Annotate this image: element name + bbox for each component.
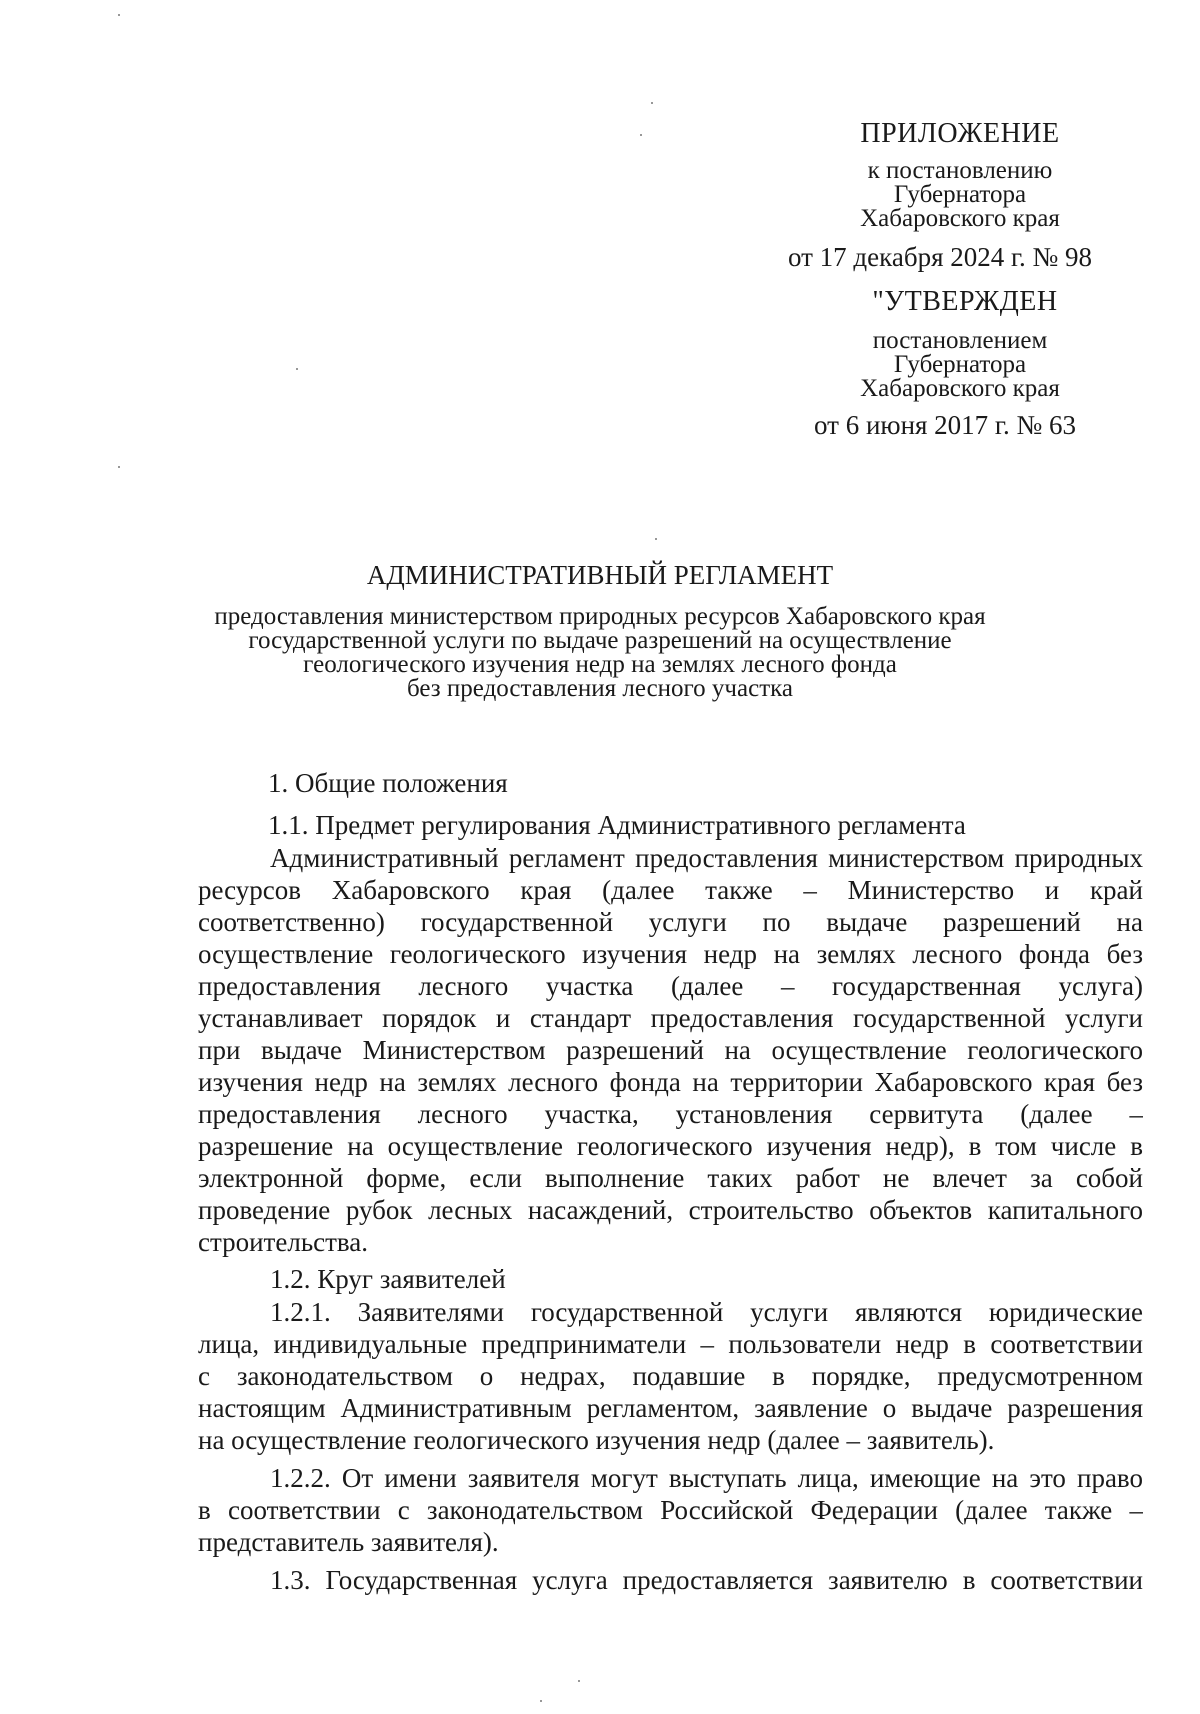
text-line: с законодательством о недрах, подавшие в порядке, предусмотренном <box>198 1361 1143 1391</box>
approved-line: постановлением <box>872 327 1048 354</box>
approved-label: "УТВЕРЖДЕН <box>872 286 1058 317</box>
appendix-label: ПРИЛОЖЕНИЕ <box>860 118 1060 149</box>
document-subtitle-line: без предоставления лесного участка <box>407 675 793 702</box>
scan-speck <box>578 1680 580 1682</box>
text-line: осуществление геологического изучения недр на землях лесного фонда без <box>198 939 1143 969</box>
subsection-heading: 1.1. Предмет регулирования Административного регламента <box>268 810 966 840</box>
scan-speck <box>540 1700 542 1702</box>
text-line: строительства. <box>198 1227 369 1257</box>
text-line: разрешение на осуществление геологического изучения недр), в том числе в <box>198 1131 1143 1161</box>
text-line: устанавливает порядок и стандарт предоставления государственной услуги <box>198 1003 1143 1033</box>
scan-speck <box>640 134 642 136</box>
document-title: АДМИНИСТРАТИВНЫЙ РЕГЛАМЕНТ <box>366 560 834 590</box>
approved-line: Хабаровского края <box>860 375 1060 402</box>
text-line: 1.2.1. Заявителями государственной услуги являются юридические <box>270 1297 1143 1327</box>
scan-speck <box>118 466 120 468</box>
text-line: в соответствии с законодательством Российской Федерации (далее также – <box>198 1495 1143 1525</box>
document-subtitle-line: предоставления министерством природных ресурсов Хабаровского края <box>214 603 986 630</box>
document-subtitle-line: государственной услуги по выдаче разрешений на осуществление <box>248 627 952 654</box>
document-subtitle-line: геологического изучения недр на землях лесного фонда <box>303 651 897 678</box>
text-line: 1.2.2. От имени заявителя могут выступать лица, имеющие на это право <box>270 1463 1143 1493</box>
text-line: соответственно) государственной услуги по выдаче разрешений на <box>198 907 1143 937</box>
text-line: на осуществление геологического изучения недр (далее – заявитель). <box>198 1425 995 1455</box>
appendix-line: Хабаровского края <box>860 205 1060 232</box>
text-line: изучения недр на землях лесного фонда на территории Хабаровского края без <box>198 1067 1143 1097</box>
scan-speck <box>651 102 653 104</box>
text-line: ресурсов Хабаровского края (далее также – Министерство и край <box>198 875 1143 905</box>
scan-speck <box>118 14 120 16</box>
text-line: лица, индивидуальные предприниматели – пользователи недр в соответствии <box>198 1329 1143 1359</box>
text-line: Административный регламент предоставления министерством природных <box>270 843 1143 873</box>
text-line: предоставления лесного участка, установления сервитута (далее – <box>198 1099 1143 1129</box>
scan-speck <box>296 368 298 370</box>
appendix-date: от 17 декабря 2024 г. № 98 <box>787 242 1093 272</box>
scan-speck <box>655 538 657 540</box>
appendix-line: Губернатора <box>893 181 1027 208</box>
appendix-line: к постановлению <box>867 157 1053 184</box>
section-heading: 1. Общие положения <box>268 768 508 798</box>
text-line: 1.3. Государственная услуга предоставляется заявителю в соответствии <box>270 1565 1143 1595</box>
text-line: предоставления лесного участка (далее – государственная услуга) <box>198 971 1143 1001</box>
text-line: представитель заявителя). <box>198 1527 499 1557</box>
text-line: проведение рубок лесных насаждений, строительство объектов капитального <box>198 1195 1143 1225</box>
subsection-heading: 1.2. Круг заявителей <box>270 1264 506 1294</box>
text-line: при выдаче Министерством разрешений на осуществление геологического <box>198 1035 1143 1065</box>
approved-line: Губернатора <box>893 351 1027 378</box>
text-line: настоящим Административным регламентом, заявление о выдаче разрешения <box>198 1393 1143 1423</box>
text-line: электронной форме, если выполнение таких работ не влечет за собой <box>198 1163 1143 1193</box>
approved-date: от 6 июня 2017 г. № 63 <box>814 410 1076 440</box>
